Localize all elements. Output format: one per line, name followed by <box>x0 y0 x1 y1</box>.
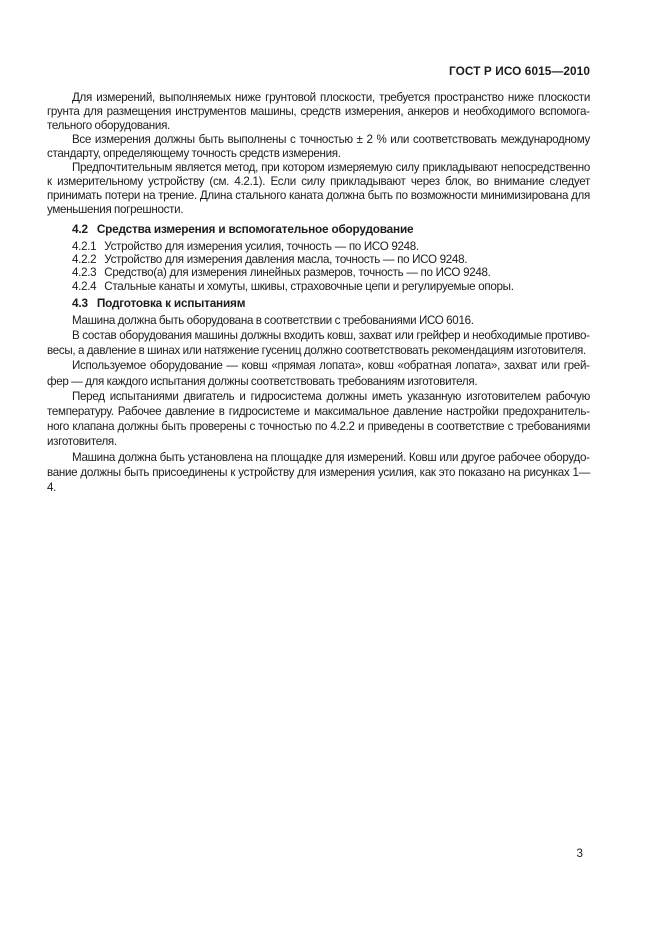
clause-number: 4.2.1 <box>72 240 97 253</box>
clause-item <box>47 280 590 293</box>
document-content <box>47 91 590 495</box>
clause-list <box>47 240 590 293</box>
paragraph: Машина должна быть установлена на площадке для измерений. Ковш или другое рабочее оборудование должны быть присоединены к устройству для измерения усилия, как это показано на рисунках 1—4. <box>47 450 590 495</box>
clause-text: Устройство для измерения усилия, точность — по ИСО 9248. <box>104 240 419 253</box>
paragraph: Используемое оборудование — ковш «прямая лопата», ковш «обратная лопата», захват или грейфер — для каждого испытания должны соответствовать требованиям изготовителя. <box>47 359 590 388</box>
clause-item <box>47 266 590 279</box>
section-heading-4-3 <box>47 296 590 310</box>
clause-number: 4.2.3 <box>72 266 97 280</box>
page-number: 3 <box>576 847 583 860</box>
intro-paragraphs <box>47 91 590 217</box>
clause-text: Стальные канаты и хомуты, шкивы, страховочные цепи и регулируемые опоры. <box>104 279 514 293</box>
paragraph: Предпочтительным является метод, при котором измеряемую силу прикладывают непосредственно к измерительному устройству (см. 4.2.1). Если силу прикладывают через блок, во внимание следует принимать потери на трение. Длина стального каната должна быть по возможности минимизирована для уменьшения погрешности. <box>47 161 590 216</box>
clause-text: Устройство для измерения давления масла, точность — по ИСО 9248. <box>104 253 468 267</box>
clause-number: 4.2.4 <box>72 279 97 293</box>
running-header: ГОСТ Р ИСО 6015—2010 <box>448 64 590 78</box>
clause-text: Средство(а) для измерения линейных размеров, точность — по ИСО 9248. <box>104 266 491 280</box>
paragraph: Перед испытаниями двигатель и гидросистема должны иметь указанную изготовителем рабочую температуру. Рабочее давление в гидросистеме и максимальное давление настройки предохранительного клапана должны быть проверены с точностью по 4.2.2 и приведены в соответствие с требованиями изготовителя. <box>47 389 590 449</box>
section-title: Средства измерения и вспомогательное оборудование <box>96 222 414 236</box>
clause-item <box>47 253 590 266</box>
section-number: 4.3 <box>72 295 88 310</box>
section-number: 4.2 <box>72 222 88 236</box>
clause-number: 4.2.2 <box>72 253 97 267</box>
clause-item <box>47 240 590 253</box>
paragraph: Все измерения должны быть выполнены с точностью ± 2 % или соответствовать международному стандарту, определяющему точность средств измерения. <box>47 133 590 160</box>
preparation-paragraphs <box>47 313 590 495</box>
paragraph: Машина должна быть оборудована в соответствии с требованиями ИСО 6016. <box>72 313 474 327</box>
section-heading-4-2 <box>47 222 590 236</box>
paragraph: В состав оборудования машины должны входить ковш, захват или грейфер и необходимые противовесы, а давление в шинах или натяжение гусениц должно соответствовать рекомендациям изготовителя. <box>47 329 590 358</box>
paragraph: Для измерений, выполняемых ниже грунтовой плоскости, требуется пространство ниже плоскости грунта для размещения инструментов машины, средств измерения, анкеров и необходимого вспомогательного оборудования. <box>47 91 590 132</box>
section-title: Подготовка к испытаниям <box>96 295 246 310</box>
